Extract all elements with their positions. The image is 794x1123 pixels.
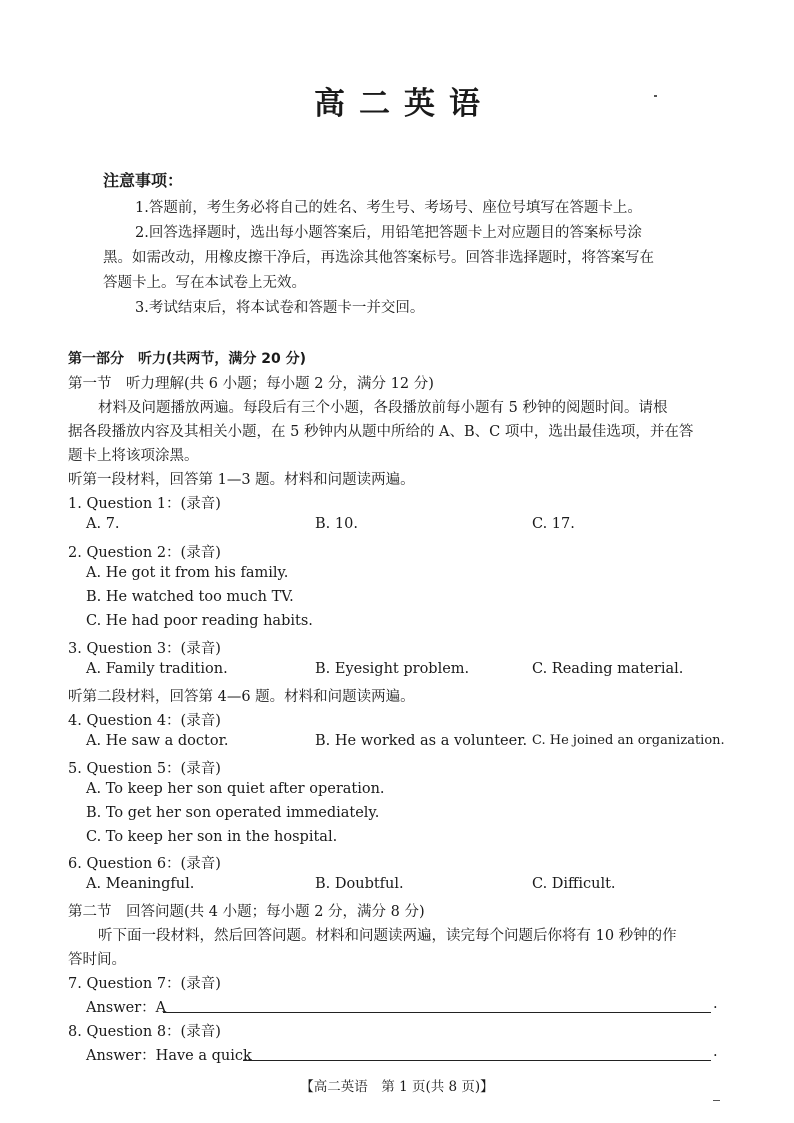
section1-heading: 第一节 听力理解(共 6 小题；每小题 2 分，满分 12 分) [68,376,434,392]
notice-item-2-line-2: 黑。如需改动，用橡皮擦干净后，再选涂其他答案标号。回答非选择题时，将答案写在 [103,250,654,266]
question-2: 2. Question 2：(录音) [68,545,221,561]
q4-option-b: B. He worked as a volunteer. [315,733,528,749]
q2-option-b: B. He watched too much TV. [86,589,294,605]
scan-mark [654,95,657,97]
material-2-instructions: 听第二段材料，回答第 4—6 题。材料和问题读两遍。 [68,689,415,705]
q8-answer-prefix: Answer：Have a quick [86,1048,252,1064]
notice-item-2-line-3: 答题卡上。写在本试卷上无效。 [103,275,306,291]
q4-option-c: C. He joined an organization. [532,733,725,748]
notice-item-1: 1.答题前，考生务必将自己的姓名、考生号、考场号、座位号填写在答题卡上。 [135,200,642,216]
section1-instructions-line-1: 材料及问题播放两遍。每段后有三个小题，各段播放前每小题有 5 秒钟的阅题时间。请根 [98,400,668,416]
question-8: 8. Question 8：(录音) [68,1024,221,1040]
q7-answer-period: . [713,996,718,1012]
question-5: 5. Question 5：(录音) [68,761,221,777]
section2-instructions-line-2: 答时间。 [68,952,126,968]
question-7: 7. Question 7：(录音) [68,976,221,992]
q1-option-b: B. 10. [315,516,358,532]
section1-instructions-line-2: 据各段播放内容及其相关小题，在 5 秒钟内从题中所给的 A、B、C 项中，选出最佳选项，并在答 [68,424,694,440]
q8-answer-blank[interactable] [243,1060,711,1061]
q6-option-a: A. Meaningful. [86,876,195,892]
notice-heading: 注意事项： [103,171,184,190]
section1-instructions-line-3: 题卡上将该项涂黑。 [68,448,199,464]
q3-option-b: B. Eyesight problem. [315,661,470,677]
question-4: 4. Question 4：(录音) [68,713,221,729]
q6-option-c: C. Difficult. [532,876,616,892]
q8-answer-period: . [713,1044,718,1060]
material-1-instructions: 听第一段材料，回答第 1—3 题。材料和问题读两遍。 [68,472,415,488]
page-footer: 【高二英语 第 1 页(共 8 页)】 [300,1079,494,1095]
part1-heading: 第一部分 听力(共两节，满分 20 分) [68,351,307,367]
question-6: 6. Question 6：(录音) [68,856,221,872]
page-title: 高二英语 [314,86,494,122]
q4-option-a: A. He saw a doctor. [86,733,229,749]
q7-answer-prefix: Answer：A [86,1000,167,1016]
q3-option-c: C. Reading material. [532,661,684,677]
q3-option-a: A. Family tradition. [86,661,228,677]
q1-option-c: C. 17. [532,516,575,532]
section2-heading: 第二节 回答问题(共 4 小题；每小题 2 分，满分 8 分) [68,904,425,920]
notice-item-2-line-1: 2.回答选择题时，选出每小题答案后，用铅笔把答题卡上对应题目的答案标号涂 [135,225,642,241]
q1-option-a: A. 7. [86,516,120,532]
q5-option-b: B. To get her son operated immediately. [86,805,380,821]
q6-option-b: B. Doubtful. [315,876,404,892]
question-1: 1. Question 1：(录音) [68,496,221,512]
q7-answer-blank[interactable] [163,1012,711,1013]
q5-option-c: C. To keep her son in the hospital. [86,829,338,845]
scan-mark-footer [713,1100,720,1101]
q5-option-a: A. To keep her son quiet after operation. [86,781,385,797]
section2-instructions-line-1: 听下面一段材料，然后回答问题。材料和问题读两遍，读完每个问题后你将有 10 秒钟的作 [98,928,677,944]
notice-item-3: 3.考试结束后，将本试卷和答题卡一并交回。 [135,300,425,316]
question-3: 3. Question 3：(录音) [68,641,221,657]
q2-option-c: C. He had poor reading habits. [86,613,313,629]
q2-option-a: A. He got it from his family. [86,565,289,581]
